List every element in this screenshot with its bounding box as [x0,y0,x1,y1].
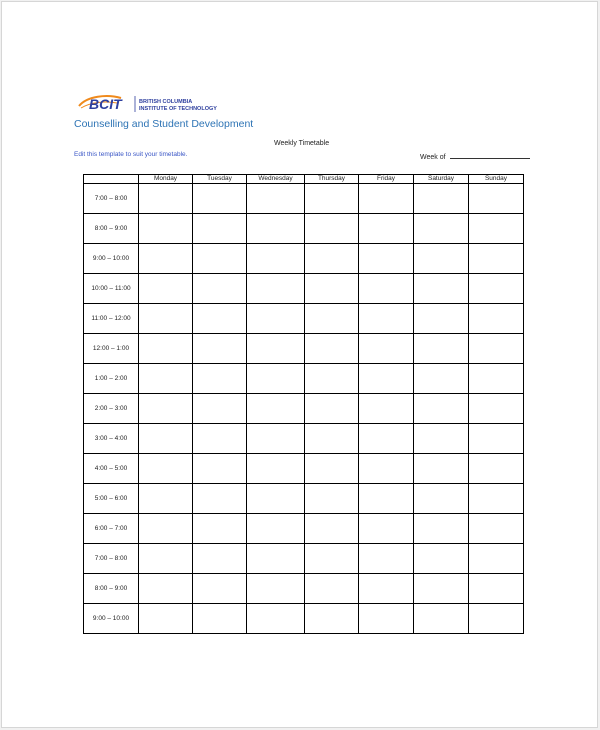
timetable-cell[interactable] [193,274,247,304]
time-slot-label: 1:00 – 2:00 [84,364,139,394]
timetable-cell[interactable] [247,244,305,274]
timetable-cell[interactable] [469,424,524,454]
timetable-cell[interactable] [469,274,524,304]
timetable-cell[interactable] [139,214,193,244]
department-name: Counselling and Student Development [74,118,254,130]
edit-note: Edit this template to suit your timetable. [74,151,188,158]
timetable-cell[interactable] [359,544,414,574]
timetable-cell[interactable] [139,364,193,394]
timetable-cell[interactable] [305,484,359,514]
timetable-cell[interactable] [414,304,469,334]
time-slot-label: 12:00 – 1:00 [84,334,139,364]
timetable-cell[interactable] [247,574,305,604]
timetable-cell[interactable] [139,334,193,364]
timetable-cell[interactable] [305,394,359,424]
table-row [84,514,524,544]
week-of-field [420,151,530,161]
document-title: Weekly Timetable [274,140,330,147]
table-row [84,424,524,454]
timetable-cell[interactable] [139,184,193,214]
timetable-cell[interactable] [305,454,359,484]
timetable-cell[interactable] [247,424,305,454]
timetable-cell[interactable] [305,244,359,274]
timetable-cell[interactable] [414,214,469,244]
table-row [84,454,524,484]
time-slot-label: 2:00 – 3:00 [84,394,139,424]
timetable-cell[interactable] [469,394,524,424]
timetable-cell[interactable] [414,364,469,394]
time-slot-label: 4:00 – 5:00 [84,454,139,484]
timetable-cell[interactable] [414,514,469,544]
timetable-cell[interactable] [139,484,193,514]
timetable-cell[interactable] [193,574,247,604]
time-slot-label: 8:00 – 9:00 [84,574,139,604]
day-header: Saturday [414,175,469,184]
timetable-cell[interactable] [359,244,414,274]
timetable-cell[interactable] [193,364,247,394]
timetable-cell[interactable] [469,484,524,514]
timetable-cell[interactable] [305,604,359,634]
week-of-label: Week of [420,154,446,161]
timetable-cell[interactable] [247,394,305,424]
table-row [84,604,524,634]
timetable-cell[interactable] [359,454,414,484]
timetable-cell[interactable] [414,574,469,604]
timetable-cell[interactable] [193,544,247,574]
timetable-cell[interactable] [414,454,469,484]
day-header: Sunday [469,175,524,184]
timetable-cell[interactable] [193,334,247,364]
timetable-cell[interactable] [193,604,247,634]
time-slot-label: 9:00 – 10:00 [84,604,139,634]
table-row [84,304,524,334]
timetable-cell[interactable] [193,214,247,244]
timetable-cell[interactable] [469,214,524,244]
timetable-cell[interactable] [193,184,247,214]
timetable-cell[interactable] [414,424,469,454]
timetable-cell[interactable] [193,244,247,274]
timetable-cell[interactable] [139,274,193,304]
timetable-cell[interactable] [139,574,193,604]
timetable-cell[interactable] [469,334,524,364]
timetable-cell[interactable] [247,454,305,484]
timetable-cell[interactable] [305,514,359,544]
timetable-cell[interactable] [247,184,305,214]
timetable-cell[interactable] [359,184,414,214]
timetable-cell[interactable] [193,484,247,514]
timetable-cell[interactable] [359,484,414,514]
timetable-cell[interactable] [359,274,414,304]
timetable-cell[interactable] [139,424,193,454]
timetable-cell[interactable] [359,574,414,604]
weekly-timetable [83,174,524,634]
timetable-cell[interactable] [305,574,359,604]
table-row [84,244,524,274]
timetable-cell[interactable] [414,394,469,424]
timetable-cell[interactable] [247,304,305,334]
timetable-cell[interactable] [247,274,305,304]
day-header: Monday [139,175,193,184]
timetable-cell[interactable] [469,184,524,214]
timetable-cell[interactable] [469,454,524,484]
timetable-cell[interactable] [359,604,414,634]
table-row [84,334,524,364]
time-slot-label: 6:00 – 7:00 [84,514,139,544]
timetable-cell[interactable] [139,454,193,484]
timetable-cell[interactable] [359,364,414,394]
timetable-cell[interactable] [469,544,524,574]
timetable-cell[interactable] [139,514,193,544]
timetable-cell[interactable] [139,244,193,274]
timetable-cell[interactable] [139,394,193,424]
timetable-cell[interactable] [193,514,247,544]
timetable-cell[interactable] [305,544,359,574]
timetable-cell[interactable] [193,304,247,334]
timetable-cell[interactable] [414,184,469,214]
timetable-cell[interactable] [359,514,414,544]
time-slot-label: 7:00 – 8:00 [84,184,139,214]
timetable-cell[interactable] [305,304,359,334]
timetable-cell[interactable] [414,274,469,304]
timetable-cell[interactable] [359,424,414,454]
day-header: Thursday [305,175,359,184]
table-row [84,274,524,304]
timetable-cell[interactable] [305,274,359,304]
time-slot-label: 11:00 – 12:00 [84,304,139,334]
timetable-cell[interactable] [139,544,193,574]
timetable-cell[interactable] [193,454,247,484]
table-row [84,484,524,514]
timetable-cell[interactable] [469,304,524,334]
timetable-cell[interactable] [469,604,524,634]
day-header: Wednesday [247,175,305,184]
document-page [1,1,598,728]
timetable-cell[interactable] [193,424,247,454]
timetable-cell[interactable] [139,304,193,334]
svg-text:BCIT: BCIT [89,96,122,112]
time-slot-label: 7:00 – 8:00 [84,544,139,574]
timetable-cell[interactable] [414,334,469,364]
timetable-cell[interactable] [305,334,359,364]
timetable-cell[interactable] [247,214,305,244]
timetable-cell[interactable] [305,214,359,244]
timetable-cell[interactable] [359,214,414,244]
day-header: Tuesday [193,175,247,184]
timetable-cell[interactable] [469,574,524,604]
day-header-row [84,175,524,184]
time-slot-label: 10:00 – 11:00 [84,274,139,304]
timetable-cell[interactable] [469,514,524,544]
table-row [84,544,524,574]
timetable-cell[interactable] [469,244,524,274]
bcit-logo [77,94,227,114]
timetable-cell[interactable] [305,424,359,454]
timetable-cell[interactable] [247,514,305,544]
timetable-cell[interactable] [414,244,469,274]
timetable-cell[interactable] [359,394,414,424]
svg-text:INSTITUTE OF TECHNOLOGY: INSTITUTE OF TECHNOLOGY [139,106,217,112]
timetable-cell[interactable] [247,484,305,514]
corner-cell [84,175,139,184]
table-row [84,574,524,604]
week-of-blank-line[interactable] [450,151,530,159]
svg-text:BRITISH COLUMBIA: BRITISH COLUMBIA [139,99,193,105]
day-header: Friday [359,175,414,184]
timetable-cell[interactable] [247,544,305,574]
timetable-cell[interactable] [359,304,414,334]
table-row [84,184,524,214]
time-slot-label: 8:00 – 9:00 [84,214,139,244]
table-row [84,214,524,244]
timetable-cell[interactable] [359,334,414,364]
timetable-cell[interactable] [305,184,359,214]
timetable-cell[interactable] [305,364,359,394]
timetable-cell[interactable] [193,394,247,424]
timetable-cell[interactable] [139,604,193,634]
table-row [84,364,524,394]
timetable-cell[interactable] [414,544,469,574]
time-slot-label: 3:00 – 4:00 [84,424,139,454]
table-row [84,394,524,424]
timetable-cell[interactable] [414,604,469,634]
time-slot-label: 5:00 – 6:00 [84,484,139,514]
timetable-cell[interactable] [414,484,469,514]
timetable-cell[interactable] [469,364,524,394]
timetable-cell[interactable] [247,364,305,394]
timetable-cell[interactable] [247,604,305,634]
timetable-cell[interactable] [247,334,305,364]
time-slot-label: 9:00 – 10:00 [84,244,139,274]
